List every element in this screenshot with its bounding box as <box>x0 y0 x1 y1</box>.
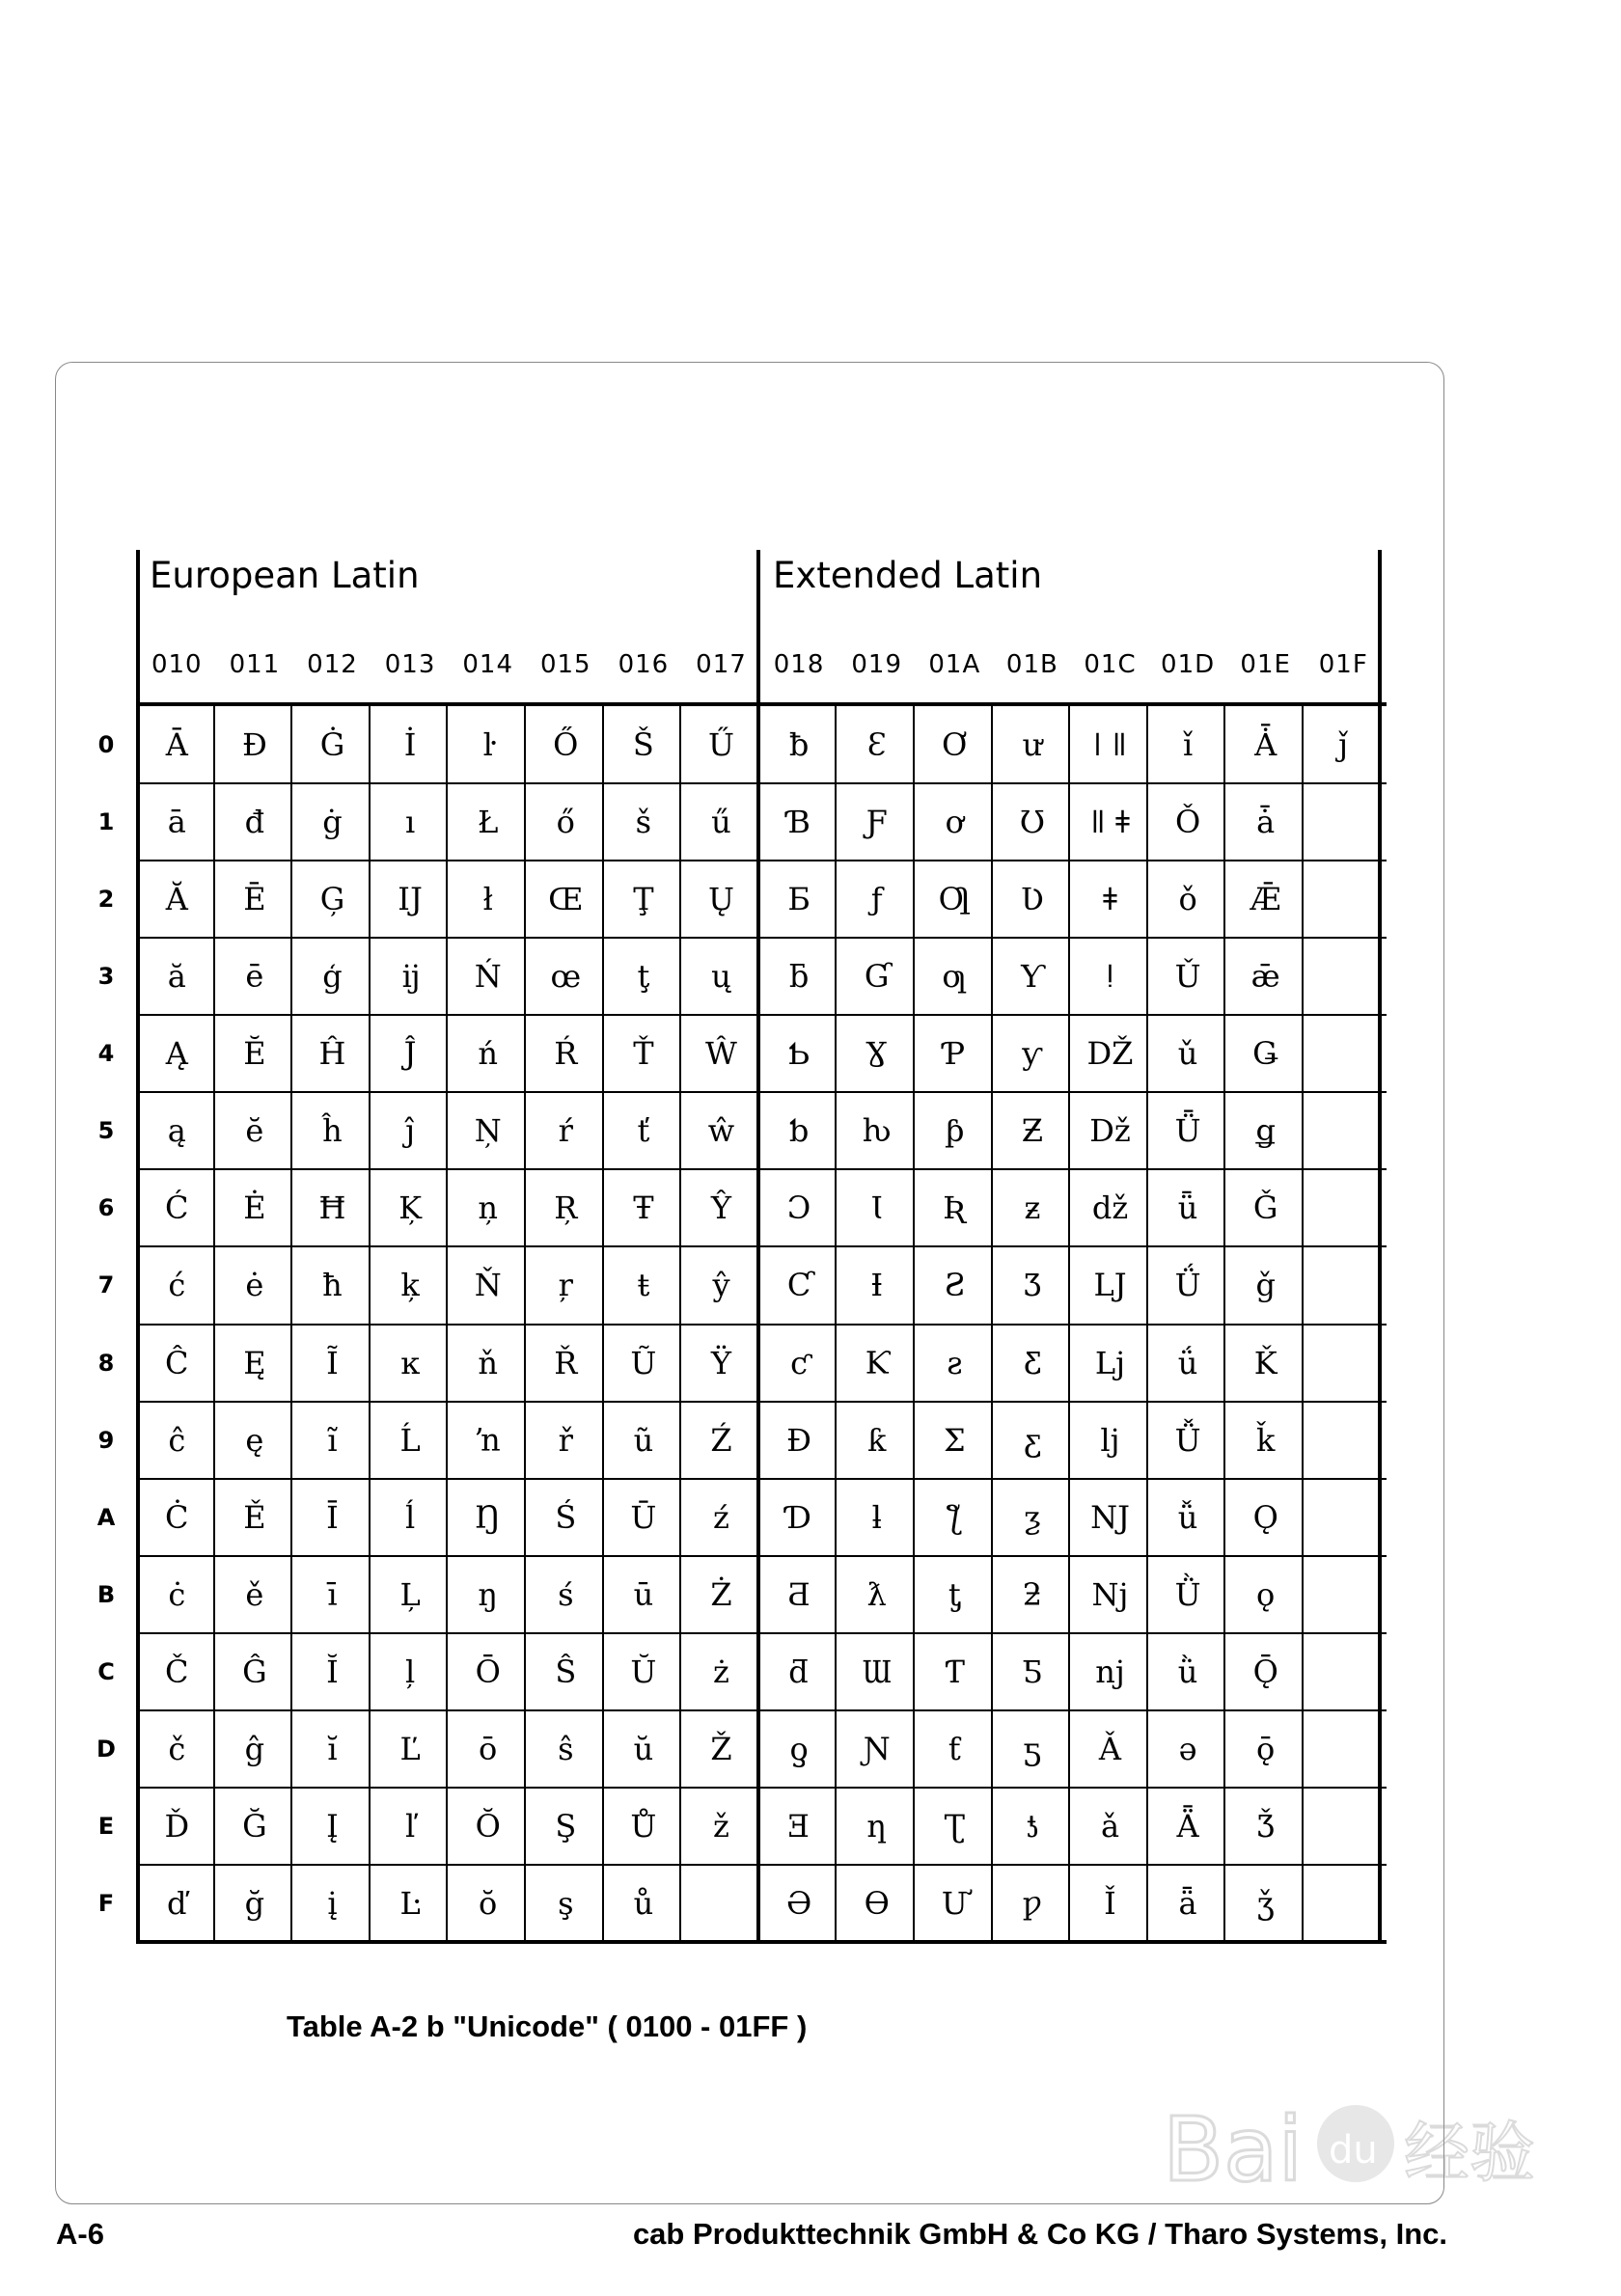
table-cell: ť <box>637 1112 650 1150</box>
table-cell: ŧ <box>637 1267 650 1304</box>
table-cell: Ơ <box>942 726 968 763</box>
table-cell <box>1305 1246 1383 1324</box>
table-cell: Ư <box>941 1884 968 1922</box>
row-header: F <box>97 1889 115 1917</box>
table-cell: ŭ <box>633 1730 654 1767</box>
table-cell: ǰ <box>1338 726 1349 763</box>
table-cell: Ǩ <box>1253 1344 1278 1381</box>
table-cell: ƙ <box>866 1421 887 1459</box>
table-cell: Ų <box>708 881 734 918</box>
table-cell: Ɩ <box>870 1189 883 1227</box>
table-cell: ƃ <box>788 958 810 996</box>
table-cell: ź <box>713 1498 729 1536</box>
column-header: 01E <box>1240 650 1291 679</box>
table-cell: ě <box>245 1575 264 1613</box>
table-cell: Ƈ <box>786 1267 811 1304</box>
table-cell: Ĺ <box>399 1421 421 1459</box>
table-cell: ƭ <box>948 1730 961 1767</box>
table-cell: Ŕ <box>554 1035 578 1073</box>
table-cell: ĵ <box>405 1112 416 1150</box>
table-cell: Ǧ <box>1252 1189 1278 1227</box>
table-cell: Ǣ <box>1250 881 1281 918</box>
table-cell: Ɔ <box>786 1189 811 1227</box>
table-cell: ũ <box>633 1421 654 1459</box>
table-cell: Ť <box>633 1035 654 1073</box>
svg-text:du: du <box>1329 2128 1378 2173</box>
table-cell: ĕ <box>245 1112 264 1150</box>
row-header: E <box>97 1812 115 1840</box>
table-cell: Ǡ <box>1254 726 1278 763</box>
table-cell: ƥ <box>945 1112 965 1150</box>
table-cell: ǒ <box>1178 881 1197 918</box>
row-header: 4 <box>97 1040 115 1068</box>
table-cell <box>1305 1015 1383 1092</box>
table-cell: Ā <box>165 726 188 763</box>
table-cell: ƫ <box>948 1575 961 1613</box>
table-cell: Ƒ <box>865 804 888 841</box>
table-cell: Ə <box>785 1884 812 1922</box>
table-cell: ǫ <box>1256 1575 1276 1613</box>
table-cell <box>1305 1325 1383 1402</box>
table-cell: ŕ <box>558 1112 573 1150</box>
table-cell: Ě <box>243 1498 266 1536</box>
table-cell: Ɗ <box>786 1498 811 1536</box>
table-cell: œ <box>550 958 582 996</box>
table-cell: Ď <box>164 1807 190 1845</box>
table-cell: ƍ <box>789 1730 809 1767</box>
table-cell: Ŧ <box>633 1189 654 1227</box>
table-cell: ŀ <box>482 726 493 763</box>
table-cell: ž <box>713 1807 729 1845</box>
table-cell <box>1305 1556 1383 1633</box>
table-cell: ǈ <box>1094 1344 1126 1381</box>
table-cell: Ţ <box>633 881 654 918</box>
row-header: 9 <box>97 1426 115 1454</box>
table-cell: ư <box>1022 726 1043 763</box>
column-header: 010 <box>151 650 203 679</box>
table-cell: ĭ <box>327 1730 338 1767</box>
table-cell: Ů <box>630 1807 657 1845</box>
table-cell: Ƅ <box>787 1035 810 1073</box>
table-cell: Ǜ <box>1174 1575 1201 1613</box>
table-cell: Ŷ <box>710 1189 732 1227</box>
table-cell: Ŵ <box>705 1035 737 1073</box>
table-cell <box>1305 1633 1383 1710</box>
table-cell: ǎ <box>1100 1807 1120 1845</box>
table-cell: Ĩ <box>326 1344 339 1381</box>
column-header: 015 <box>539 650 591 679</box>
table-cell: Ǔ <box>1174 958 1201 996</box>
table-cell: į <box>327 1884 338 1922</box>
table-cell: Ğ <box>242 1807 267 1845</box>
table-cell: ī <box>327 1575 338 1613</box>
table-cell: ĳ <box>401 958 419 996</box>
table-cell: ƾ <box>1024 1807 1041 1845</box>
table-cell: ė <box>245 1267 264 1304</box>
table-cell: Ʒ <box>1023 1267 1041 1304</box>
table-cell: ś <box>558 1575 574 1613</box>
table-cell: Ĳ <box>398 881 423 918</box>
column-header: 01A <box>928 650 981 679</box>
column-header: 013 <box>384 650 436 679</box>
table-cell: ǝ <box>1178 1730 1197 1767</box>
table-cell: Ŋ <box>475 1498 502 1536</box>
table-cell: ƹ <box>1023 1421 1041 1459</box>
table-cell: Ƙ <box>865 1344 889 1381</box>
column-header: 01B <box>1005 650 1058 679</box>
table-cell: Ƌ <box>787 1575 810 1613</box>
table-cell: Ǘ <box>1174 1267 1201 1304</box>
table-cell: Ż <box>710 1575 732 1613</box>
table-cell: ą <box>167 1112 186 1150</box>
table-cell: ň <box>478 1344 498 1381</box>
table-cell: ő <box>556 804 575 841</box>
table-cell: Ŏ <box>475 1807 501 1845</box>
table-cell: ō <box>479 1730 498 1767</box>
table-cell: ł <box>482 881 493 918</box>
column-header: 01F <box>1318 650 1368 679</box>
table-cell: ş <box>558 1884 574 1922</box>
table-cell: Ō <box>475 1653 501 1690</box>
table-cell: Ʊ <box>1019 804 1046 841</box>
table-cell: Ė <box>243 1189 266 1227</box>
table-cell: ē <box>245 958 264 996</box>
column-header: 017 <box>696 650 747 679</box>
table-cell: ƿ <box>1022 1884 1043 1922</box>
table-cell: ę <box>245 1421 264 1459</box>
table-cell: ĥ <box>322 1112 343 1150</box>
column-header: 019 <box>851 650 902 679</box>
table-cell: Ĥ <box>318 1035 346 1073</box>
table-cell: Ɨ <box>870 1267 883 1304</box>
table-cell: ǧ <box>1255 1267 1276 1304</box>
table-cell: Ƣ <box>938 881 971 918</box>
table-cell: ƻ <box>1022 1575 1043 1613</box>
table-cell: Ĭ <box>326 1653 339 1690</box>
table-cell: Ǎ <box>1098 1730 1122 1767</box>
table-cell: Ļ <box>399 1575 421 1613</box>
table-cell: ǚ <box>1177 1498 1198 1536</box>
table-cell: ĩ <box>327 1421 338 1459</box>
table-cell: İ <box>403 726 417 763</box>
table-cell: ġ <box>322 804 343 841</box>
table-cell <box>1305 1865 1383 1942</box>
table-cell <box>1305 1092 1383 1169</box>
row-header: C <box>97 1657 115 1685</box>
column-header: 016 <box>618 650 670 679</box>
table-cell: Ǉ <box>1093 1267 1127 1304</box>
table-cell: Š <box>632 726 654 763</box>
table-cell: Ɣ <box>865 1035 889 1073</box>
row-header: 6 <box>97 1194 115 1222</box>
row-header: 3 <box>97 963 115 991</box>
table-cell: ű <box>711 804 731 841</box>
table-cell: Ɵ <box>864 1884 890 1922</box>
table-cell: ǖ <box>1177 1189 1198 1227</box>
table-cell: Ƃ <box>787 881 810 918</box>
table-cell: Ū <box>630 1498 657 1536</box>
table-cell <box>1305 1169 1383 1246</box>
table-cell: ƪ <box>949 1498 960 1536</box>
table-cell: ƽ <box>1023 1730 1041 1767</box>
table-cell: Ű <box>708 726 734 763</box>
table-cell: Ÿ <box>710 1344 732 1381</box>
table-cell: ƣ <box>942 958 968 996</box>
table-cell: Ǆ <box>1086 1035 1134 1073</box>
table-cell: Ɓ <box>787 804 810 841</box>
row-header: 0 <box>97 731 115 758</box>
table-cell: Ē <box>243 881 266 918</box>
table-cell: ŏ <box>479 1884 498 1922</box>
table-cell: ĺ <box>404 1498 416 1536</box>
table-cell: Ř <box>554 1344 578 1381</box>
column-header: 012 <box>307 650 358 679</box>
table-cell: Ǒ <box>1174 804 1201 841</box>
table-cell: Ć <box>165 1189 189 1227</box>
table-cell: Ģ <box>319 881 345 918</box>
table-cell: ǆ <box>1091 1189 1129 1227</box>
table-cell: ğ <box>244 1884 265 1922</box>
table-cell: ŵ <box>707 1112 735 1150</box>
table-cell: ƈ <box>790 1344 809 1381</box>
table-caption: Table A-2 b "Unicode" ( 0100 - 01FF ) <box>287 2009 808 2043</box>
table-cell: Ľ <box>399 1730 421 1767</box>
table-cell <box>682 1865 760 1942</box>
table-cell: Ǯ <box>1256 1807 1275 1845</box>
table-cell: Ŗ <box>554 1189 578 1227</box>
table-cell: ǃ <box>1105 958 1115 996</box>
table-cell: ǣ <box>1250 958 1280 996</box>
table-cell: Ĝ <box>242 1653 267 1690</box>
column-header: 014 <box>462 650 513 679</box>
row-header: A <box>96 1503 116 1531</box>
table-cell: Ʋ <box>1020 881 1045 918</box>
table-cell: Ŀ <box>399 1884 421 1922</box>
table-cell: ċ <box>168 1575 186 1613</box>
table-cell: Ċ <box>165 1498 189 1536</box>
table-cell: Ƹ <box>1023 1344 1041 1381</box>
table-cell: ā <box>167 804 186 841</box>
table-cell: Ń <box>474 958 502 996</box>
table-cell: Ž <box>710 1730 732 1767</box>
table-cell: Ǐ <box>1104 1884 1116 1922</box>
table-cell: ƺ <box>1023 1498 1041 1536</box>
table-cell: Ƥ <box>944 1035 966 1073</box>
table-cell: Ǌ <box>1090 1498 1130 1536</box>
table-cell <box>1305 783 1383 861</box>
baidu-watermark-logo <box>1163 2084 1549 2219</box>
table-cell <box>1305 938 1383 1015</box>
table-cell: Ƴ <box>1021 958 1044 996</box>
column-header: 018 <box>773 650 825 679</box>
column-header: 011 <box>229 650 281 679</box>
table-cell: ǁ ǂ <box>1090 804 1130 841</box>
table-cell: Ǟ <box>1176 1807 1199 1845</box>
table-cell: Ƽ <box>1021 1653 1043 1690</box>
row-header: D <box>96 1735 116 1763</box>
table-cell: ǘ <box>1177 1344 1198 1381</box>
row-header: 1 <box>97 808 115 836</box>
table-cell: Ǝ <box>787 1807 810 1845</box>
table-cell: Ɖ <box>786 1421 811 1459</box>
table-cell: Ă <box>165 881 188 918</box>
table-cell: Ɛ <box>866 726 887 763</box>
table-cell: ŷ <box>712 1267 730 1304</box>
table-cell: ĉ <box>168 1421 186 1459</box>
table-cell: Ʃ <box>943 1421 966 1459</box>
table-cell: ķ <box>400 1267 420 1304</box>
svg-text:Bai: Bai <box>1163 2098 1304 2201</box>
table-cell: ƴ <box>1022 1035 1043 1073</box>
table-cell: Ɲ <box>863 1730 891 1767</box>
table-cell: ǔ <box>1177 1035 1198 1073</box>
row-header: 7 <box>97 1271 115 1299</box>
svg-text:经验: 经验 <box>1404 2116 1536 2192</box>
table-cell: Į <box>326 1807 339 1845</box>
table-cell: Ņ <box>474 1112 502 1150</box>
table-cell: Ɯ <box>862 1653 892 1690</box>
table-cell: Ł <box>477 804 499 841</box>
group-header-extended-latin: Extended Latin <box>773 555 1043 596</box>
table-cell: Ą <box>165 1035 188 1073</box>
table-cell: Ɠ <box>864 958 890 996</box>
table-cell: ǉ <box>1100 1421 1120 1459</box>
table-cell <box>1305 861 1383 938</box>
page-number: A-6 <box>56 2217 104 2251</box>
table-cell: ĝ <box>244 1730 265 1767</box>
column-header: 01C <box>1084 650 1137 679</box>
table-cell: Ę <box>243 1344 266 1381</box>
table-cell: Ǥ <box>1252 1035 1279 1073</box>
table-cell <box>1305 1788 1383 1865</box>
table-cell: ĸ <box>400 1344 420 1381</box>
table-cell <box>1305 1710 1383 1788</box>
group-header-european-latin: European Latin <box>150 555 420 596</box>
table-cell: š <box>635 804 652 841</box>
table-cell: Ƨ <box>944 1267 966 1304</box>
table-cell: ų <box>711 958 731 996</box>
table-cell: ƞ <box>866 1807 887 1845</box>
table-cell: Č <box>165 1653 189 1690</box>
table-cell: č <box>168 1730 186 1767</box>
table-cell: Ǚ <box>1174 1421 1201 1459</box>
table-cell: Ǭ <box>1252 1653 1278 1690</box>
table-cell: ħ <box>322 1267 343 1304</box>
table-cell: Ź <box>710 1421 732 1459</box>
row-header: 5 <box>97 1117 115 1145</box>
table-cell: ŗ <box>558 1267 573 1304</box>
table-cell: ǟ <box>1178 1884 1197 1922</box>
table-cell: ǭ <box>1256 1730 1276 1767</box>
table-cell: Ś <box>555 1498 577 1536</box>
table-cell: ƶ <box>1024 1189 1041 1227</box>
table-cell: Ƶ <box>1021 1112 1043 1150</box>
table-cell: ƅ <box>788 1112 810 1150</box>
table-cell: ŝ <box>558 1730 574 1767</box>
table-cell: ć <box>168 1267 186 1304</box>
table-cell: Ŝ <box>555 1653 577 1690</box>
table-cell <box>1305 1479 1383 1556</box>
table-cell: ņ <box>478 1189 498 1227</box>
table-cell: Ġ <box>319 726 345 763</box>
table-cell: ǀ ǁ <box>1092 726 1128 763</box>
table-cell: Ň <box>474 1267 502 1304</box>
row-header: 2 <box>97 886 115 914</box>
table-cell: Đ <box>241 726 267 763</box>
table-cell: ŉ <box>474 1421 502 1459</box>
table-cell: Ʈ <box>944 1807 965 1845</box>
table-cell: ǌ <box>1095 1653 1125 1690</box>
table-cell: ż <box>713 1653 729 1690</box>
table-cell: ƚ <box>871 1498 882 1536</box>
table-cell: ǐ <box>1182 726 1194 763</box>
table-cell: Ī <box>326 1498 339 1536</box>
table-cell: ƕ <box>862 1112 892 1150</box>
table-cell: ǯ <box>1256 1884 1275 1922</box>
table-cell: ǥ <box>1255 1112 1276 1150</box>
table-cell: Ş <box>555 1807 577 1845</box>
table-cell: ơ <box>945 804 964 841</box>
table-cell: Ǫ <box>1252 1498 1278 1536</box>
table-cell: ŋ <box>478 1575 498 1613</box>
table-cell: Ķ <box>398 1189 423 1227</box>
table-cell: Œ <box>548 881 584 918</box>
table-cell: Ĉ <box>165 1344 189 1381</box>
table-cell: Ő <box>553 726 579 763</box>
table-cell: ď <box>167 1884 187 1922</box>
table-cell: ń <box>478 1035 498 1073</box>
table-cell: ƌ <box>788 1653 810 1690</box>
table-cell: Ŭ <box>630 1653 657 1690</box>
table-cell: ƨ <box>947 1344 963 1381</box>
table-cell <box>1305 1402 1383 1479</box>
column-header: 01D <box>1161 650 1216 679</box>
table-cell: đ <box>244 804 265 841</box>
table-cell: ǡ <box>1256 804 1276 841</box>
table-cell: ǂ <box>1103 881 1117 918</box>
table-cell: ƀ <box>788 726 810 763</box>
table-cell: Ƭ <box>944 1653 965 1690</box>
table-cell: ū <box>633 1575 654 1613</box>
table-cell: ǋ <box>1091 1575 1129 1613</box>
table-cell: ǩ <box>1255 1421 1276 1459</box>
table-cell: ǜ <box>1177 1653 1198 1690</box>
publisher-footer: cab Produkttechnik GmbH & Co KG / Tharo Systems, Inc. <box>632 2217 1447 2251</box>
table-cell: ı <box>404 804 416 841</box>
table-cell: ř <box>558 1421 573 1459</box>
table-cell: ļ <box>404 1653 416 1690</box>
table-cell: Ĕ <box>243 1035 266 1073</box>
table-cell: ă <box>167 958 186 996</box>
row-header: B <box>96 1580 116 1608</box>
table-cell: ƛ <box>866 1575 887 1613</box>
table-cell: ţ <box>637 958 650 996</box>
table-cell: ľ <box>404 1807 416 1845</box>
table-cell: ƒ <box>870 881 883 918</box>
row-header: 8 <box>97 1349 115 1377</box>
table-cell: Ũ <box>630 1344 657 1381</box>
table-cell: ǅ <box>1089 1112 1131 1150</box>
table-cell: Ǖ <box>1174 1112 1201 1150</box>
table-cell: Ĵ <box>403 1035 417 1073</box>
table-cell: Ħ <box>318 1189 346 1227</box>
table-cell: ů <box>633 1884 654 1922</box>
table-cell: Ʀ <box>943 1189 967 1227</box>
table-cell: ģ <box>322 958 343 996</box>
